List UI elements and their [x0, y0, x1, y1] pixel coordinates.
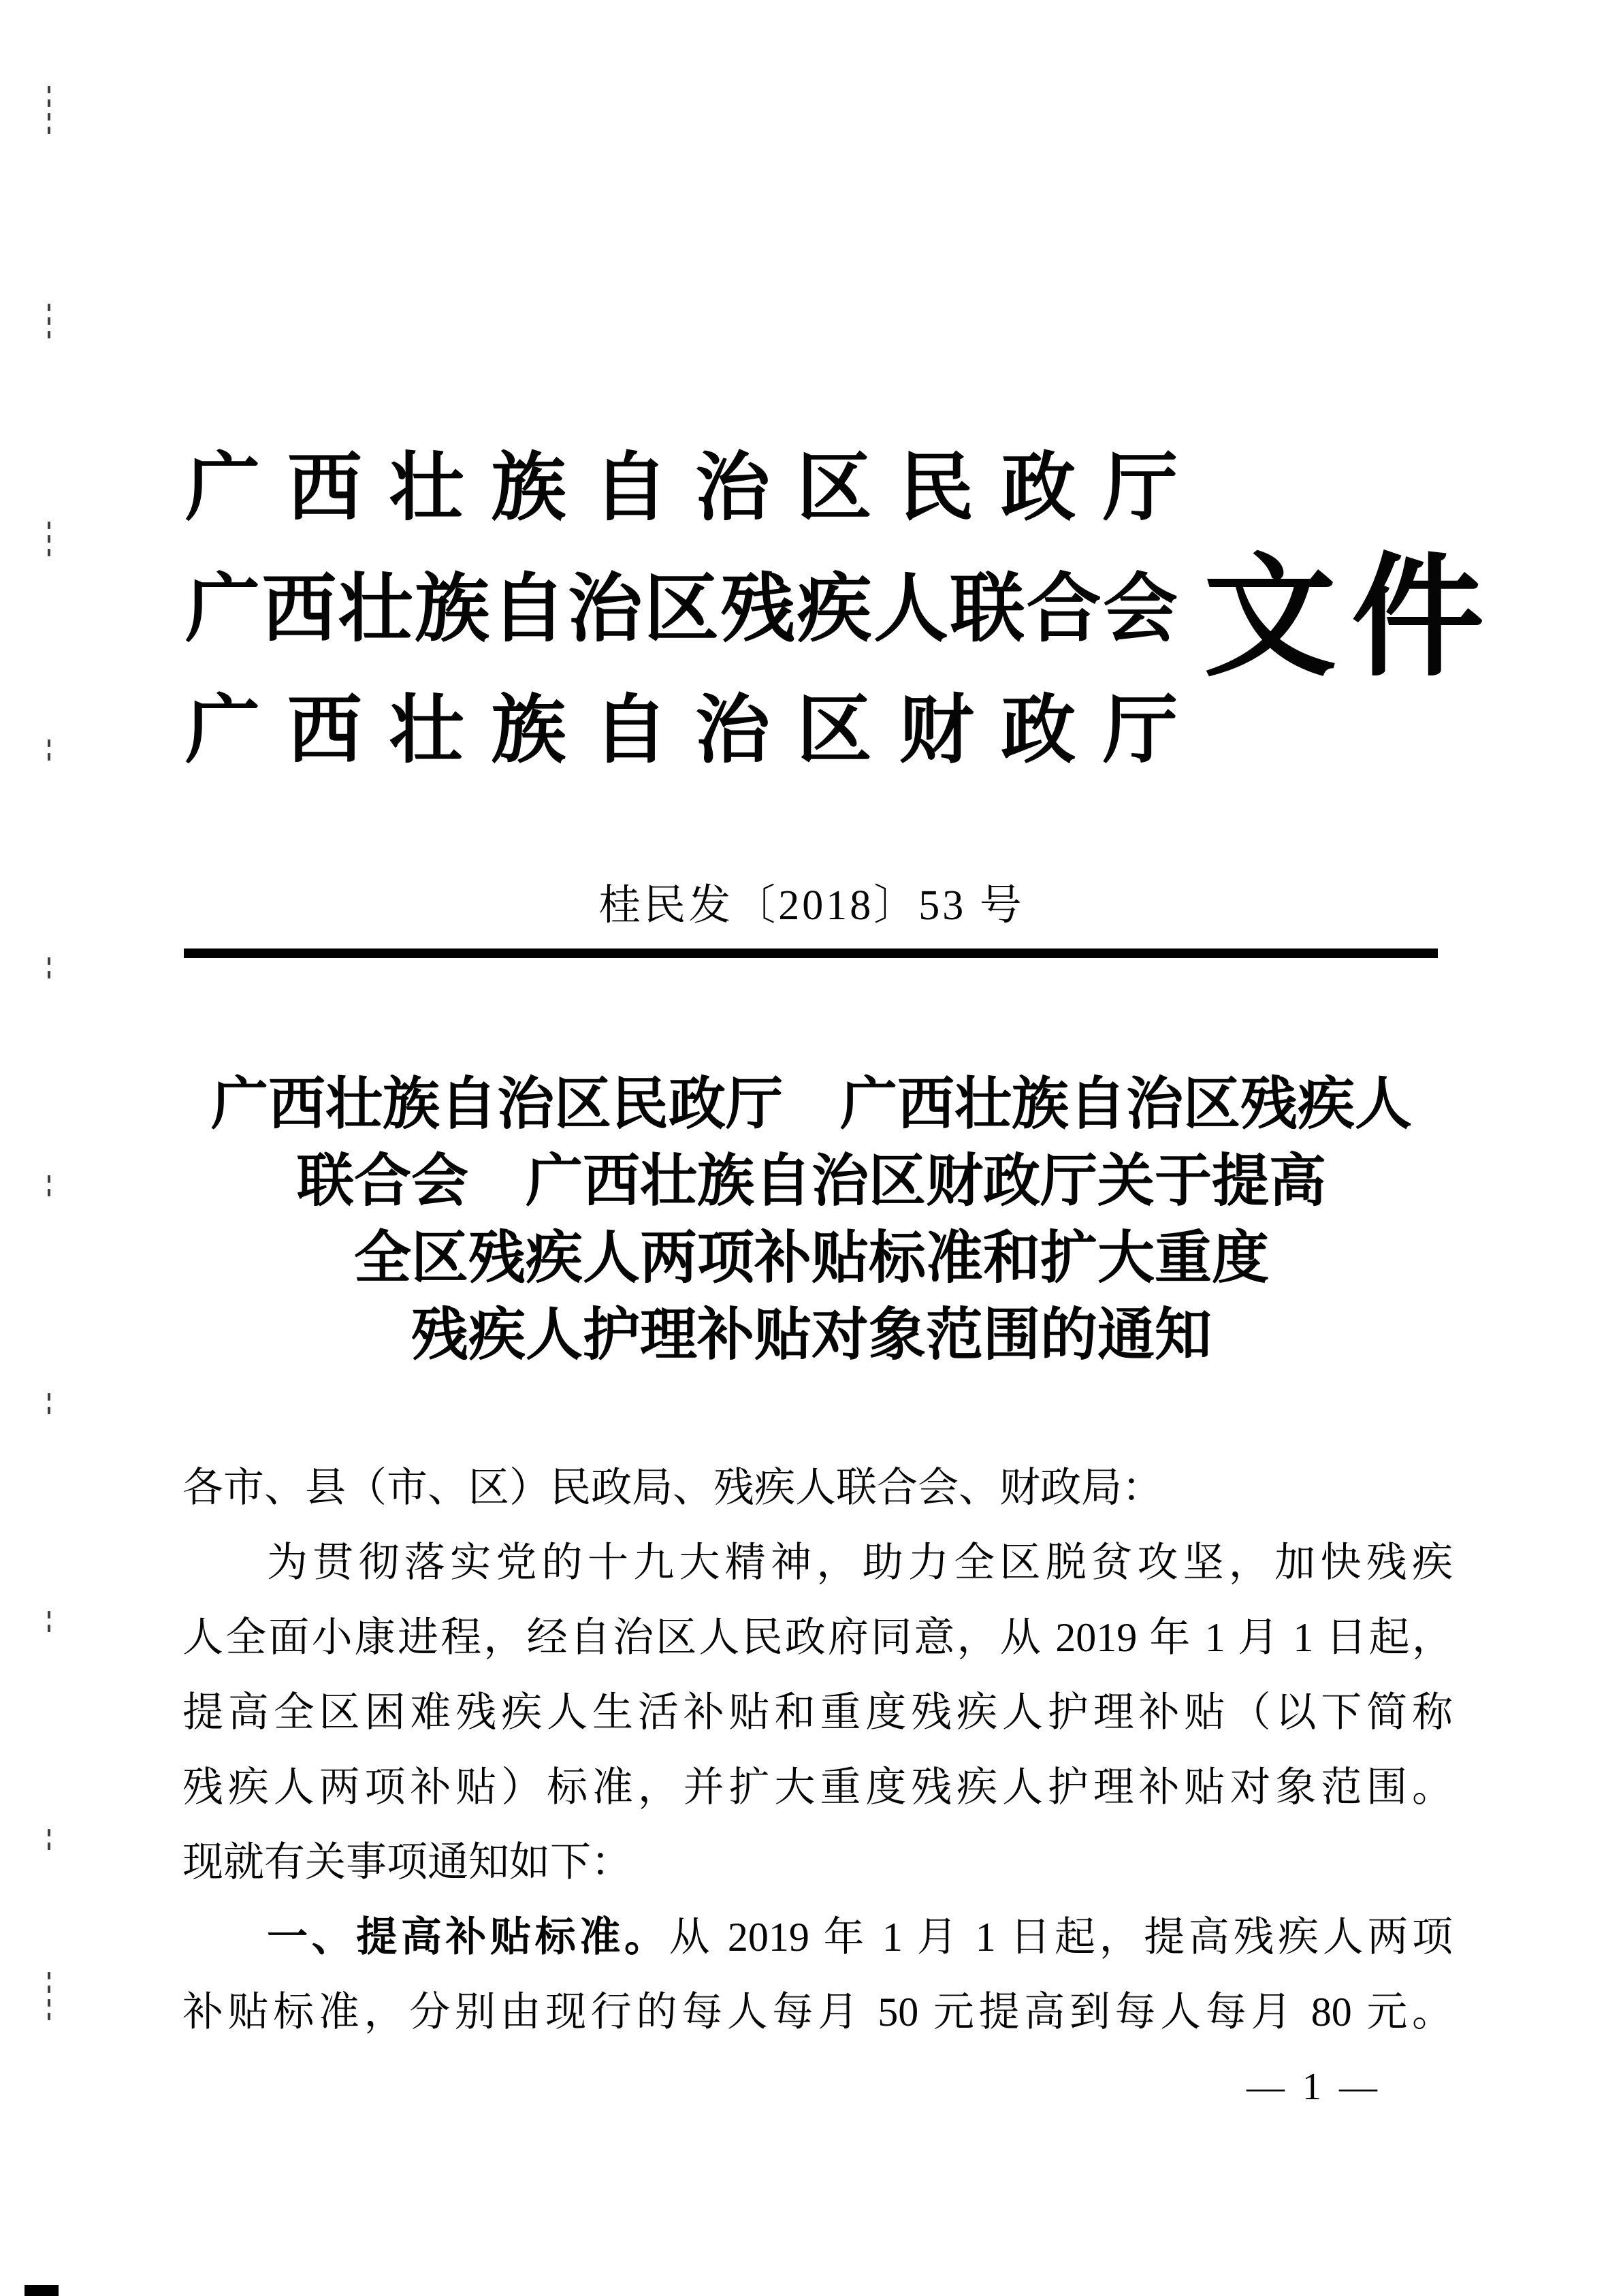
doc-number: 桂民发〔2018〕53 号 [598, 882, 1025, 929]
section-heading: 一、提高补贴标准。 [267, 1915, 669, 1960]
title-line-3: 全区残疾人两项补贴标准和扩大重度 [353, 1227, 1269, 1290]
scan-artifact-dash [48, 1829, 50, 1836]
letterhead-org-line-1: 广西壮族自治区民政厅 [185, 447, 1178, 530]
document-title [95, 1066, 1528, 1374]
body-text: 从 2019 年 1 月 1 日起，提高残疾人两项 [669, 1915, 1453, 1960]
scan-corner-mark [25, 2285, 59, 2296]
scan-artifact-dash [48, 1843, 50, 1850]
title-line-2: 联合会 广西壮族自治区财政厅关于提高 [296, 1150, 1326, 1213]
title-line-1: 广西壮族自治区民政厅 广西壮族自治区残疾人 [210, 1073, 1412, 1136]
letterhead-org-line-3: 广西壮族自治区财政厅 [185, 689, 1178, 772]
scan-artifact-dash [48, 1999, 50, 2007]
scan-artifact-dash [48, 1175, 50, 1183]
scan-artifact-dash [48, 535, 50, 543]
body-line: 人全面小康进程，经自治区人民政府同意，从 2019 年 1 月 1 日起， [182, 1615, 1453, 1660]
scan-artifact-dash [48, 86, 50, 93]
scan-artifact-dash [48, 127, 50, 134]
scan-artifact-dash [48, 1407, 50, 1414]
body-line: 补贴标准，分别由现行的每人每月 50 元提高到每人每月 80 元。 [182, 1990, 1453, 2035]
scan-artifact-dash [48, 549, 50, 556]
scan-artifact-dash [48, 1986, 50, 1993]
scan-artifact-dash [48, 2013, 50, 2020]
scan-artifact-dash [48, 331, 50, 338]
salutation: 各市、县（市、区）民政局、残疾人联合会、财政局： [182, 1465, 1163, 1510]
body-line: 残疾人两项补贴）标准，并扩大重度残疾人护理补贴对象范围。 [182, 1765, 1453, 1810]
scan-artifact-dash [48, 522, 50, 529]
body-line: 提高全区困难残疾人生活补贴和重度残疾人护理补贴（以下简称 [182, 1690, 1453, 1735]
scan-artifact-dash [48, 971, 50, 978]
scan-artifact-dash [48, 1393, 50, 1401]
letterhead [185, 428, 1178, 791]
scan-artifact-dash [48, 739, 50, 747]
scan-artifact-dash [48, 304, 50, 311]
scan-artifact-dash [48, 1625, 50, 1632]
body-line: 现就有关事项通知如下： [182, 1840, 632, 1885]
divider-rule [184, 948, 1438, 958]
scan-artifact-dash [48, 1611, 50, 1619]
scan-artifact-dash [48, 99, 50, 107]
scan-artifact-dash [48, 957, 50, 965]
page-number: — 1 — [1247, 2066, 1381, 2108]
scan-artifact-dash [48, 113, 50, 121]
body-line: 为贯彻落实党的十九大精神，助力全区脱贫攻坚，加快残疾 [267, 1540, 1453, 1585]
scan-artifact-dash [48, 753, 50, 761]
body-line [182, 1900, 1453, 1975]
scan-artifact-dash [48, 1189, 50, 1196]
document-body [182, 1450, 1453, 2050]
scan-artifact-dash [48, 1972, 50, 1979]
letterhead-org-line-2: 广西壮族自治区残疾人联合会 [185, 568, 1178, 651]
doc-type-label: 文件 [1204, 545, 1499, 692]
scan-artifact-dash [48, 317, 50, 325]
title-line-4: 残疾人护理补贴对象范围的通知 [411, 1304, 1212, 1367]
